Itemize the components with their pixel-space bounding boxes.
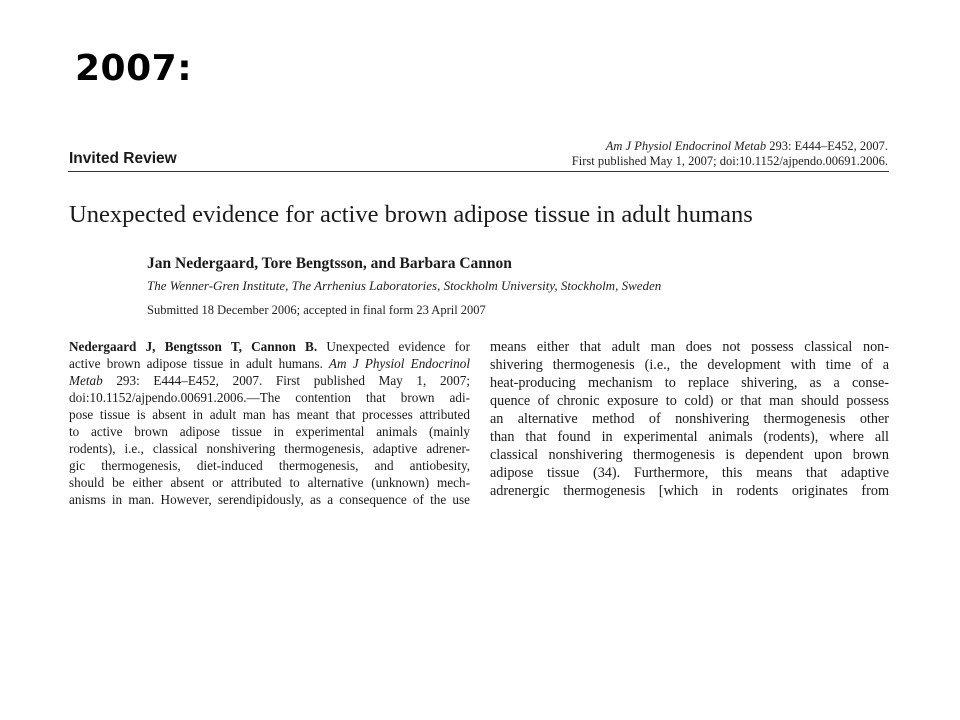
body-text-line <box>490 356 889 374</box>
paper-title: Unexpected evidence for active brown adipose tissue in adult humans <box>69 201 753 228</box>
line-text: doi:10.1152/ajpendo.00691.2006.—The contention that brown adi- <box>69 390 470 405</box>
abstract-line <box>69 355 470 372</box>
line-text: adipose tissue (34). Furthermore, this means that adaptive <box>490 465 889 481</box>
body-text-line <box>490 410 889 428</box>
line-text: classical nonshivering thermogenesis is dependent upon brown <box>490 447 889 463</box>
line-text: pose tissue is absent in adult man has meant that processes attributed <box>69 407 470 422</box>
journal-name: Am J Physiol Endocrinol Metab <box>605 139 767 153</box>
line-text: adrenergic thermogenesis [which in rodents originates from <box>490 483 889 499</box>
abstract-line <box>69 406 470 423</box>
abstract-line <box>69 423 470 440</box>
journal-citation-line-1 <box>572 139 888 154</box>
slide-title: 2007: <box>75 48 193 89</box>
first-published-line: First published May 1, 2007; doi:10.1152/ajpendo.00691.2006. <box>571 154 888 168</box>
abstract-citation-authors: Nedergaard J, Bengtsson T, Cannon B. <box>69 339 318 354</box>
abstract-line-text: active brown adipose tissue in adult humans. <box>69 356 323 371</box>
body-text-line <box>490 428 889 446</box>
header-rule <box>68 171 889 172</box>
abstract-line <box>69 491 470 508</box>
abstract-line <box>69 440 470 457</box>
review-type-label: Invited Review <box>69 150 177 167</box>
line-text: an alternative method of nonshivering thermogenesis other <box>490 411 889 427</box>
abstract-line <box>69 474 470 491</box>
line-text: gic thermogenesis, diet-induced thermogenesis, and antiobesity, <box>69 458 470 473</box>
abstract-line-text: Unexpected evidence for <box>317 339 470 354</box>
body-text-column <box>490 338 889 500</box>
abstract-journal-name: Metab <box>69 373 103 388</box>
abstract-column <box>69 338 470 508</box>
abstract-line <box>69 457 470 474</box>
author-list: Jan Nedergaard, Tore Bengtsson, and Barbara Cannon <box>147 255 512 272</box>
journal-citation <box>572 139 888 169</box>
affiliation: The Wenner-Gren Institute, The Arrhenius Laboratories, Stockholm University, Stockholm, Sweden <box>147 278 662 293</box>
body-text-line <box>490 464 889 482</box>
abstract-lines <box>69 389 470 508</box>
line-text: than that found in experimental animals (rodents), where all <box>490 429 889 445</box>
line-text: should be either absent or attributed to alternative (unknown) mech- <box>69 475 470 490</box>
body-text-line <box>490 392 889 410</box>
journal-volume-pages: 293: E444–E452, 2007. <box>766 139 888 153</box>
body-text-line <box>490 482 889 500</box>
body-text-line <box>490 446 889 464</box>
abstract-line <box>69 338 470 355</box>
line-text: means either that adult man does not possess classical non- <box>490 339 889 355</box>
line-text: quence of chronic exposure to cold) or that man should possess <box>490 393 889 409</box>
body-text-line <box>490 374 889 392</box>
body-text-line <box>490 338 889 356</box>
submission-dates: Submitted 18 December 2006; accepted in final form 23 April 2007 <box>147 303 486 317</box>
line-text: rodents), i.e., classical nonshivering thermogenesis, adaptive adrener- <box>69 441 470 456</box>
abstract-line-text: 293: E444–E452, 2007. First published May 1, 2007; <box>102 373 470 388</box>
abstract-journal-name: Am J Physiol Endocrinol <box>322 356 470 371</box>
abstract-line <box>69 372 470 389</box>
line-text: to active brown adipose tissue in experimental animals (mainly <box>69 424 470 439</box>
line-text: shivering thermogenesis (i.e., the development with time of a <box>490 357 889 373</box>
line-text: heat-producing mechanism to replace shivering, as a conse- <box>490 375 889 391</box>
line-text: anisms in man. However, serendipidously, as a consequence of the use <box>69 492 470 507</box>
abstract-line <box>69 389 470 406</box>
